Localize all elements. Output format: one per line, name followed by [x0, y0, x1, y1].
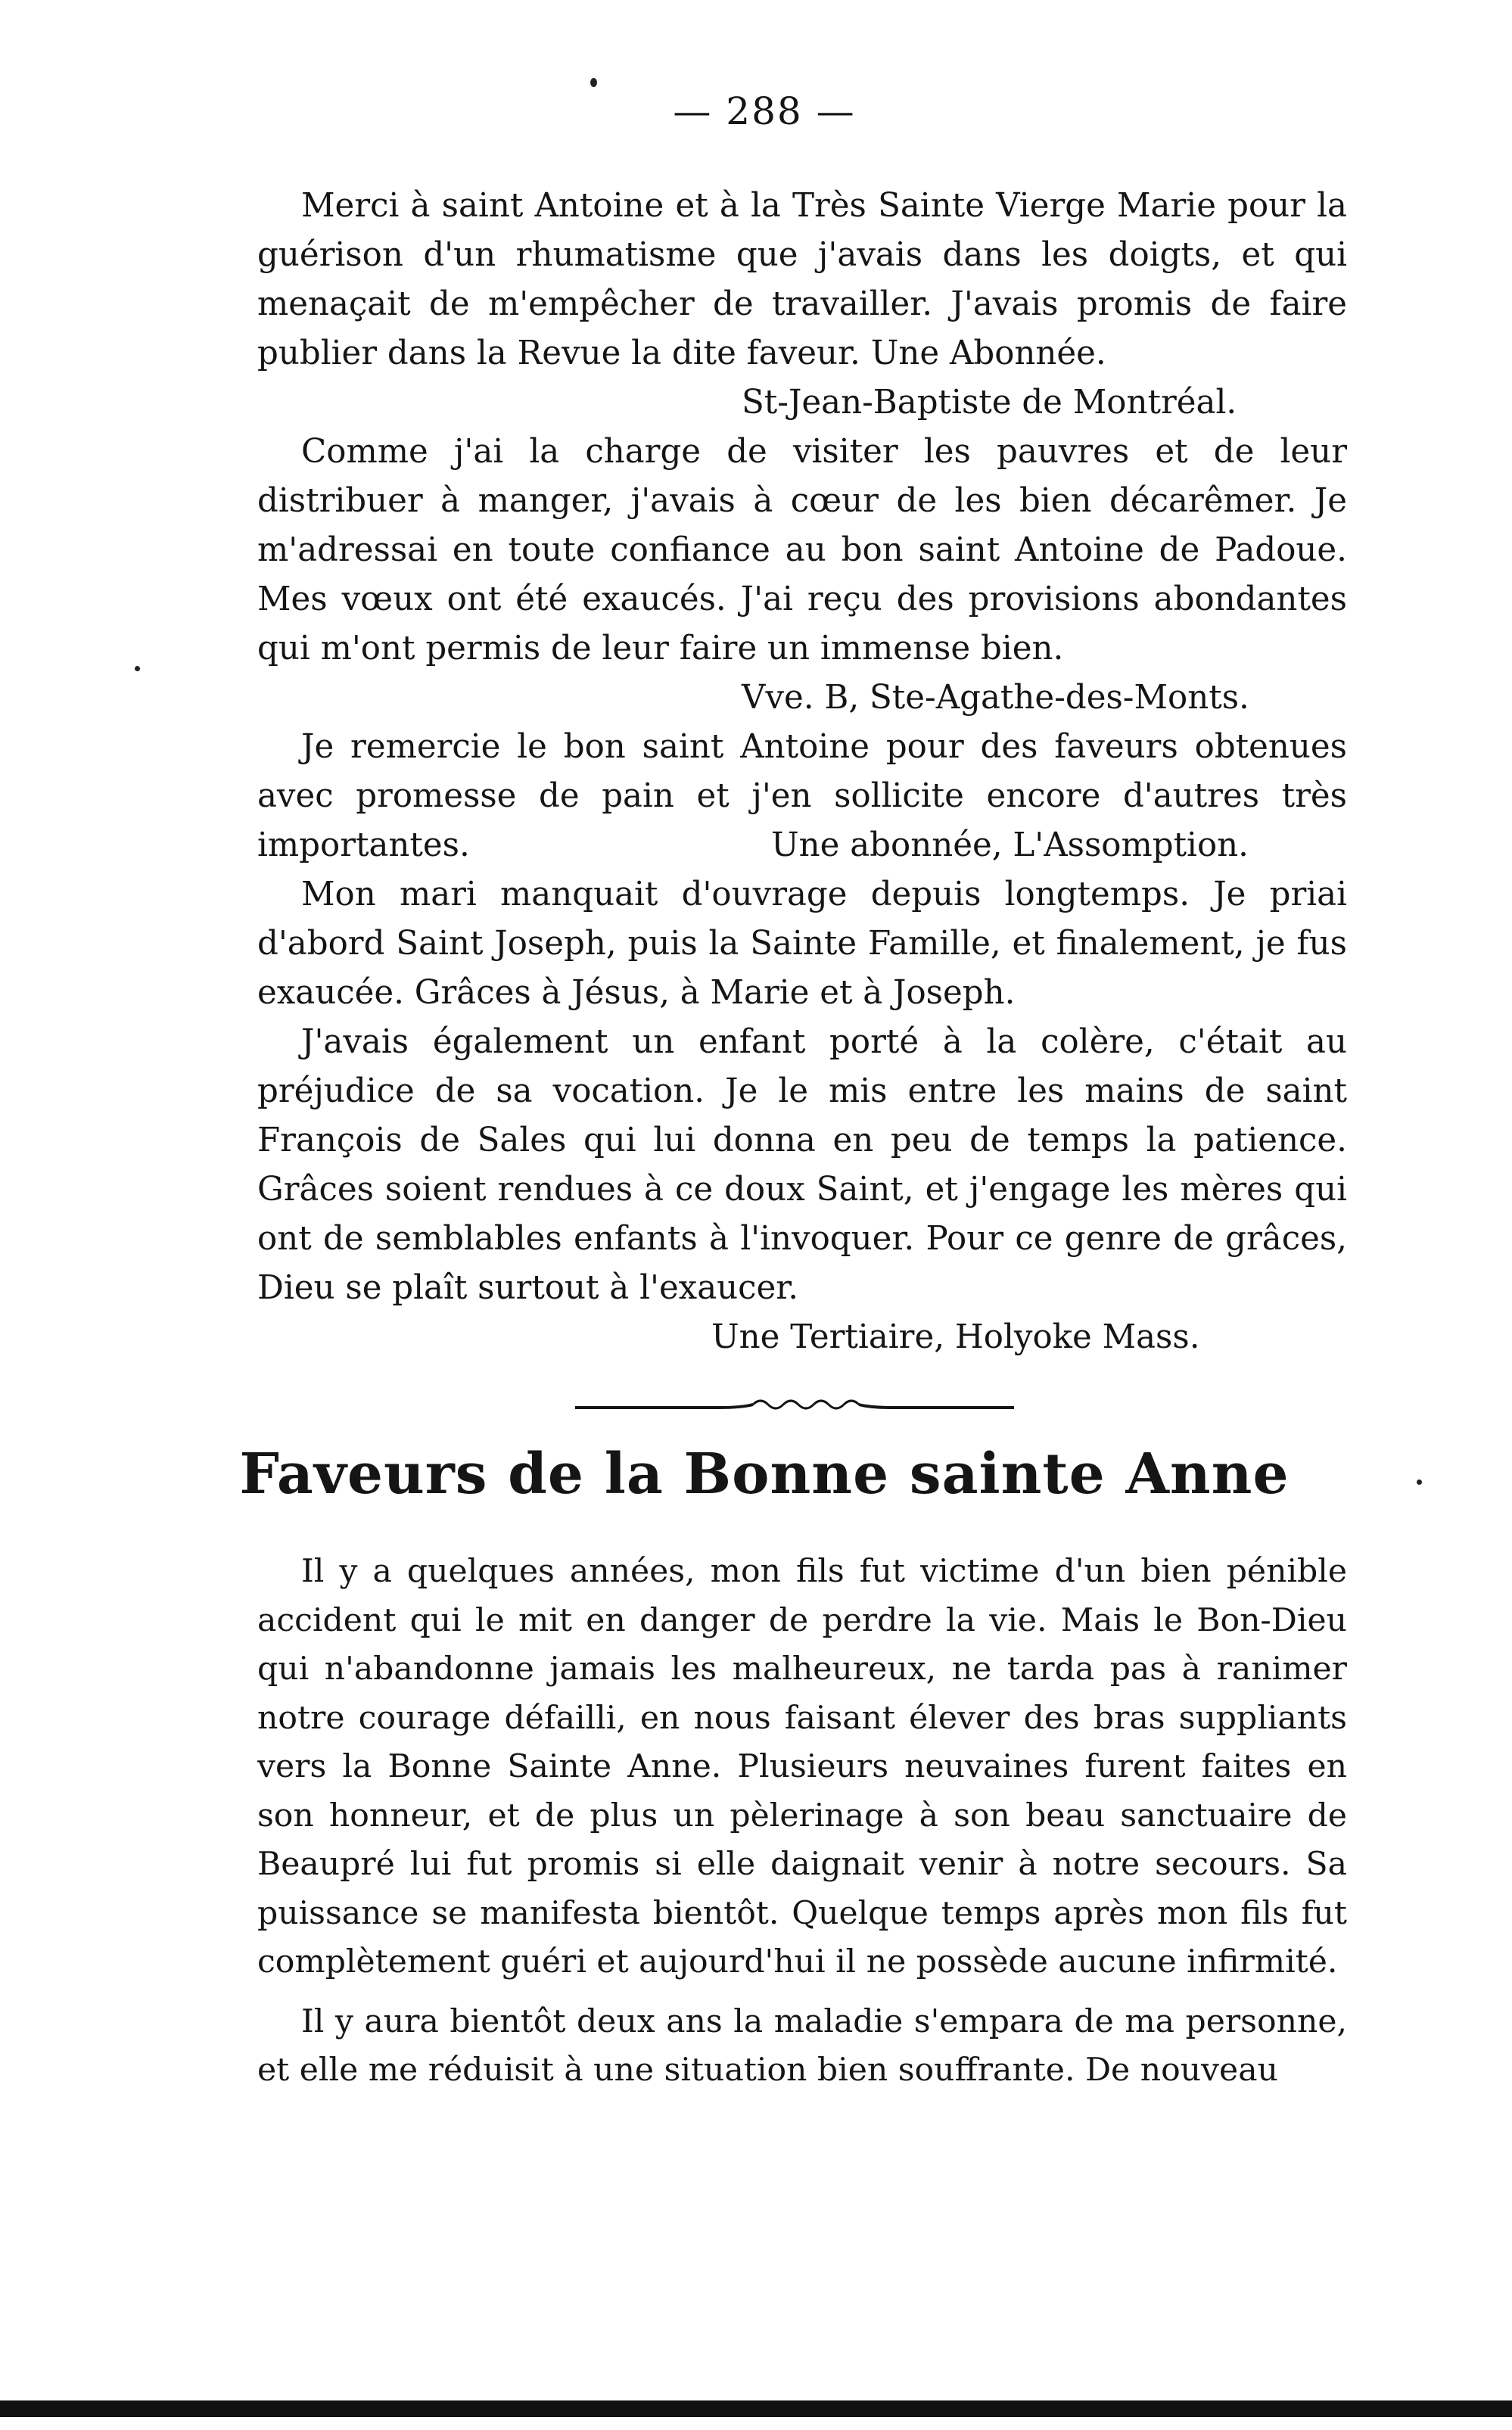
favors-list-sainte-anne [257, 1548, 1347, 2106]
favors-list-saint-antoine [257, 182, 1347, 1362]
ornament-flourish [753, 1401, 859, 1408]
ornament-line [575, 1405, 753, 1408]
ornament-divider [575, 1391, 1014, 1421]
favor-signature: Vve. B, Ste-Agathe-des-Monts. [742, 679, 1249, 717]
favor-signature: Une Tertiaire, Holyoke Mass. [711, 1318, 1200, 1356]
section-heading: Faveurs de la Bonne sainte Anne [239, 1442, 1290, 1507]
favor-signature: St-Jean-Baptiste de Montréal. [742, 384, 1237, 422]
favor-paragraph: Mon mari manquait d'ouvrage depuis longtemps. Je priai d'abord Saint Joseph, puis la Sainte Famille, et finalement, je fus exaucée. Grâces à Jésus, à Marie et à Joseph. [257, 876, 1347, 1012]
ornament-line [859, 1405, 1014, 1408]
favor-paragraph: Il y aura bientôt deux ans la maladie s'empara de ma personne, et elle me réduisit à une situation bien souffrante. De nouveau [257, 2002, 1347, 2089]
page-number: — 288 — [673, 89, 856, 133]
speck-mark [590, 78, 597, 87]
favor-paragraph: J'avais également un enfant porté à la colère, c'était au préjudice de sa vocation. Je le mis entre les mains de saint François de Sales qui lui donna en peu de temps la patience. Grâces soient rendues à ce doux Saint, et j'engage les mères qui ont de semblables enfants à l'invoquer. Pour ce genre de grâces, Dieu se plaît surtout à l'exaucer. [257, 1023, 1347, 1307]
favor-text: Je remercie le bon saint Antoine pour des faveurs obtenues avec promesse de pain et j'en sollicite encore d'autres très importantes. [257, 728, 1347, 864]
favor-paragraph: Merci à saint Antoine et à la Très Sainte Vierge Marie pour la guérison d'un rhumatisme que j'avais dans les doigts, et qui menaçait de m'empêcher de travailler. J'avais promis de faire publier dans la Revue la dite faveur. Une Abonnée. [257, 187, 1347, 372]
favor-paragraph: Comme j'ai la charge de visiter les pauvres et de leur distribuer à manger, j'avais à cœur de les bien décarêmer. Je m'adressai en toute confiance au bon saint Antoine de Padoue. Mes vœux ont été exaucés. J'ai reçu des provisions abondantes qui m'ont permis de leur faire un immense bien. [257, 433, 1347, 667]
scan-bottom-edge [0, 2400, 1512, 2417]
favor-paragraph: Il y a quelques années, mon fils fut victime d'un bien pénible accident qui le mit en danger de perdre la vie. Mais le Bon-Dieu qui n'abandonne jamais les malheureux, ne tarda pas à ranimer notre courage défailli, en nous faisant élever des bras suppliants vers la Bonne Sainte Anne. Plusieurs neuvaines furent faites en son honneur, et de plus un pèlerinage à son beau sanctuaire de Beaupré lui fut promis si elle daignait venir à notre secours. Sa puissance se manifesta bientôt. Quelque temps après mon fils fut complètement guéri et aujourd'hui il ne possède aucune infirmité. [257, 1553, 1347, 1980]
favor-signature: Une abonnée, L'Assomption. [770, 826, 1249, 864]
favor-paragraph [257, 723, 1347, 870]
speck-mark [135, 666, 140, 671]
